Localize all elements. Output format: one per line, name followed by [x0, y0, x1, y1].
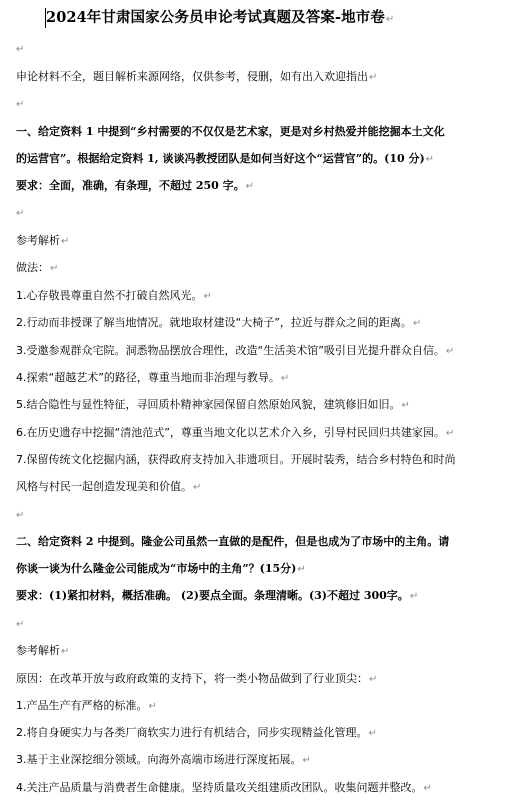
- reference-label-text: 参考解析: [16, 234, 60, 247]
- paragraph-mark-icon: ↵: [369, 674, 378, 685]
- intro-text: 申论材料不全，题目解析来源网络，仅供参考，侵删，如有出入欢迎指出: [16, 70, 368, 83]
- answer-item[interactable]: [16, 725, 517, 741]
- answer-text: 1.心存敬畏尊重自然不打破自然风光。: [16, 289, 203, 302]
- question-2-text: 二、给定资料 2 中提到。隆金公司虽然一直做的是配件，但是也成为了市场中的主角。请: [16, 535, 450, 548]
- answer-item[interactable]: [16, 752, 517, 768]
- answer-item[interactable]: [16, 343, 517, 359]
- paragraph-mark-icon: ↵: [401, 400, 410, 411]
- question-2-requirement[interactable]: [16, 588, 517, 604]
- answer-item[interactable]: [16, 370, 517, 386]
- paragraph-mark-icon: ↵: [445, 346, 455, 357]
- paragraph-mark-icon: ↵: [245, 181, 255, 192]
- document-title-text: 2024年甘肃国家公务员申论考试真题及答案-地市卷: [46, 9, 385, 26]
- method-label-text: 做法：: [16, 261, 49, 274]
- paragraph-mark-icon: ↵: [16, 44, 25, 55]
- answer-item[interactable]: [16, 315, 517, 331]
- answer-item[interactable]: [16, 288, 517, 304]
- answer-text: 3.基于主业深挖细分领域。向海外高端市场进行深度拓展。: [16, 753, 302, 766]
- question-1-line-1[interactable]: [16, 124, 517, 140]
- paragraph-mark-icon: ↵: [61, 646, 70, 657]
- paragraph-mark-icon: ↵: [280, 373, 290, 384]
- question-1-line-2[interactable]: [16, 151, 517, 167]
- question-1-text: 一、给定资料 1 中提到“乡村需要的不仅仅是艺术家，更是对乡村热爱并能挖掘本土文化: [16, 125, 445, 138]
- question-2-text: 你谈一谈为什么隆金公司能成为“市场中的主角”？(15分): [16, 562, 297, 575]
- question-1-text: 的运营官”。根据给定资料 1, 谈谈冯教授团队是如何当好这个“运营官”的。(10 分): [16, 152, 425, 165]
- question-2-line-1[interactable]: [16, 534, 517, 550]
- intro-paragraph[interactable]: [16, 69, 517, 85]
- paragraph-mark-icon: ↵: [16, 510, 25, 521]
- answer-item[interactable]: [16, 698, 517, 714]
- document-title[interactable]: [46, 8, 517, 28]
- answer-item[interactable]: [16, 452, 517, 468]
- paragraph-mark-icon: ↵: [61, 236, 70, 247]
- paragraph-mark-icon: ↵: [16, 208, 25, 219]
- answer-text: 4.关注产品质量与消费者生命健康。坚持质量攻关组建质改团队。收集问题并整改。: [16, 781, 423, 794]
- answer-item[interactable]: [16, 397, 517, 413]
- answer-text: 3.受邀参观群众宅院。洞悉物品摆放合理性，改造“生活美术馆”吸引目光提升群众自信。: [16, 344, 445, 357]
- empty-paragraph[interactable]: [16, 616, 517, 632]
- paragraph-mark-icon: ↵: [423, 783, 432, 794]
- reason-label-text: 原因：在改革开放与政府政策的支持下，将一类小物品做到了行业顶尖：: [16, 672, 368, 685]
- question-2-line-2[interactable]: [16, 561, 517, 577]
- reference-label[interactable]: [16, 643, 517, 659]
- paragraph-mark-icon: ↵: [16, 619, 25, 630]
- answer-text: 风格与村民一起创造发现美和价值。: [16, 480, 192, 493]
- requirement-text: 要求：(1)紧扣材料，概括准确。 (2)要点全面。条理清晰。(3)不超过 300字。: [16, 589, 409, 602]
- paragraph-mark-icon: ↵: [16, 99, 25, 110]
- answer-item[interactable]: [16, 425, 517, 441]
- paragraph-mark-icon: ↵: [193, 482, 202, 493]
- answer-text: 5.结合隐性与显性特征，寻回质朴精神家园保留自然原始风貌，建筑修旧如旧。: [16, 398, 401, 411]
- reference-label[interactable]: [16, 233, 517, 249]
- question-1-requirement[interactable]: [16, 178, 517, 194]
- answer-text: 2.行动而非授课了解当地情况。就地取材建设“大椅子”，拉近与群众之间的距离。: [16, 316, 412, 329]
- paragraph-mark-icon: ↵: [297, 564, 306, 575]
- paragraph-mark-icon: ↵: [445, 428, 455, 439]
- empty-paragraph[interactable]: [16, 205, 517, 221]
- answer-text: 7.保留传统文化挖掘内涵，获得政府支持加入非遗项目。开展时装秀，结合乡村特色和时尚: [16, 453, 456, 466]
- paragraph-mark-icon: ↵: [302, 755, 311, 766]
- paragraph-mark-icon: ↵: [425, 154, 435, 165]
- requirement-text: 要求：全面，准确，有条理，不超过 250 字。: [16, 179, 245, 192]
- paragraph-mark-icon: ↵: [409, 591, 419, 602]
- answer-text: 1.产品生产有严格的标准。: [16, 699, 148, 712]
- answer-item-continued[interactable]: [16, 479, 517, 495]
- method-label[interactable]: [16, 260, 517, 276]
- reference-label-text: 参考解析: [16, 644, 60, 657]
- empty-paragraph[interactable]: [16, 507, 517, 523]
- paragraph-mark-icon: ↵: [50, 263, 59, 274]
- answer-text: 4.探索“超越艺术”的路径，尊重当地而非治理与教导。: [16, 371, 280, 384]
- answer-text: 6.在历史遗存中挖掘“清池范式”，尊重当地文化以艺术介入乡，引导村民回归共建家园。: [16, 426, 445, 439]
- paragraph-mark-icon: ↵: [368, 728, 377, 739]
- paragraph-mark-icon: ↵: [412, 318, 422, 329]
- paragraph-mark-icon: ↵: [369, 72, 378, 83]
- empty-paragraph[interactable]: [16, 96, 517, 112]
- answer-item[interactable]: [16, 780, 517, 796]
- empty-paragraph[interactable]: [16, 41, 517, 57]
- paragraph-mark-icon: ↵: [385, 14, 395, 25]
- paragraph-mark-icon: ↵: [148, 701, 157, 712]
- paragraph-mark-icon: ↵: [203, 291, 212, 302]
- answer-text: 2.将自身硬实力与各类厂商软实力进行有机结合，同步实现精益化管理。: [16, 726, 368, 739]
- reason-label[interactable]: [16, 671, 517, 687]
